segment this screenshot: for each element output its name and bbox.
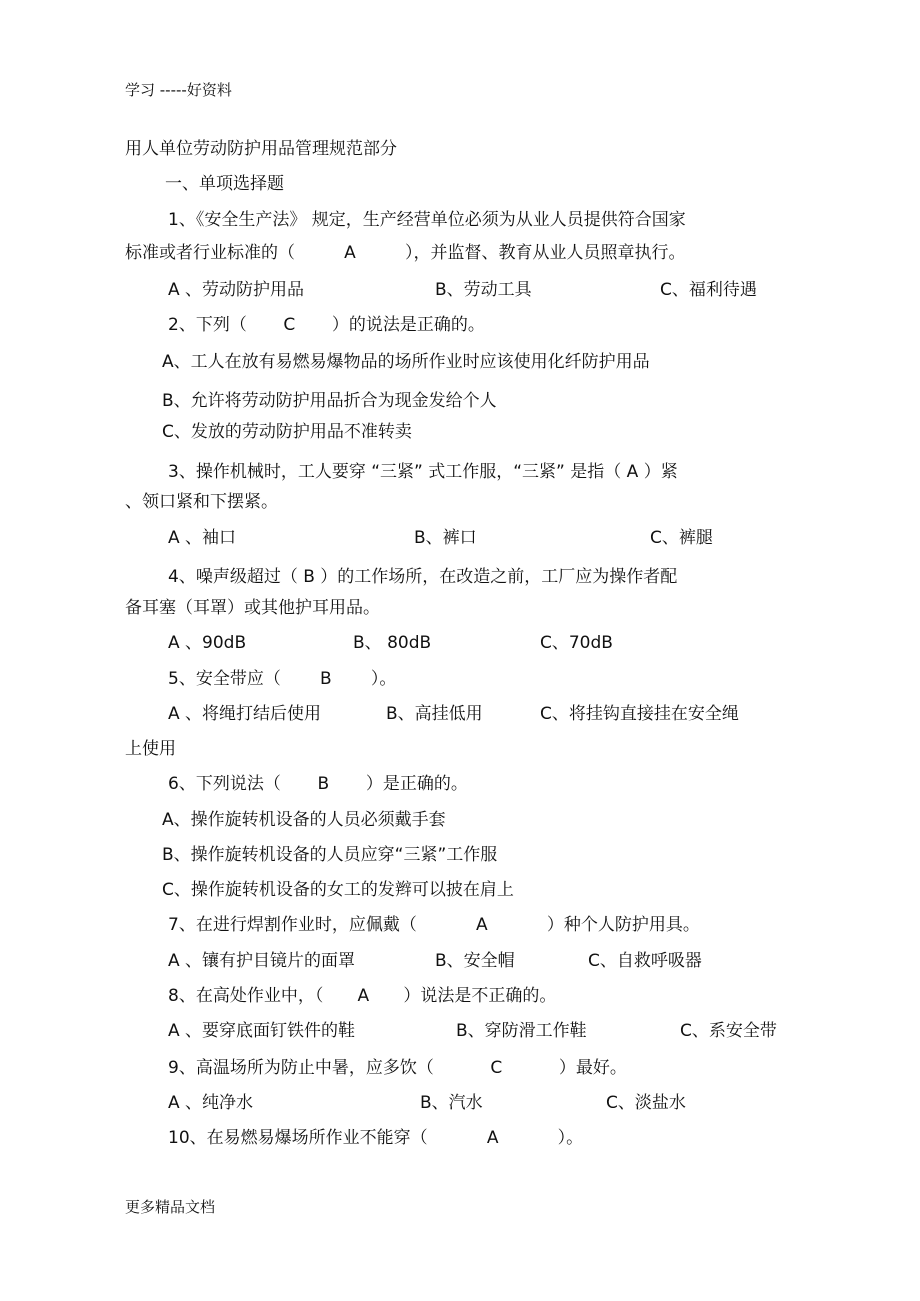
q2-answer: C bbox=[283, 315, 296, 335]
q7-stem bbox=[168, 914, 700, 936]
q8-stem-pre: 8、在高处作业中，（ bbox=[168, 986, 324, 1006]
doc-title: 用人单位劳动防护用品管理规范部分 bbox=[125, 139, 397, 159]
q8-stem-post: ）说法是不正确的。 bbox=[403, 986, 557, 1006]
q9-answer: C bbox=[490, 1058, 503, 1078]
q1-answer: A bbox=[344, 243, 356, 263]
q4-option-b: B、 80dB bbox=[353, 633, 432, 653]
q1-option-a: A 、劳动防护用品 bbox=[168, 280, 305, 300]
q5-stem-pre: 5、安全带应（ bbox=[168, 669, 281, 689]
q7-stem-pre: 7、在进行焊割作业时，应佩戴（ bbox=[168, 915, 417, 935]
q9-stem-post: ）最好。 bbox=[558, 1058, 627, 1078]
q10-stem bbox=[168, 1127, 583, 1149]
q3-option-a: A 、袖口 bbox=[168, 528, 237, 548]
q8-option-c: C、系安全带 bbox=[680, 1021, 777, 1041]
q6-stem bbox=[168, 773, 468, 795]
q4-option-c: C、70dB bbox=[540, 633, 613, 653]
page-header: 学习 -----好资料 bbox=[125, 81, 232, 99]
q8-option-a: A 、要穿底面钉铁件的鞋 bbox=[168, 1021, 356, 1041]
q4-option-a: A 、90dB bbox=[168, 633, 247, 653]
q2-option-b: B、允许将劳动防护用品折合为现金发给个人 bbox=[162, 391, 497, 411]
q5-option-a: A 、将绳打结后使用 bbox=[168, 704, 322, 724]
q3-line2: 、领口紧和下摆紧。 bbox=[125, 492, 278, 512]
q4-line2: 备耳塞（耳罩）或其他护耳用品。 bbox=[125, 598, 380, 618]
q5-option-b: B、高挂低用 bbox=[386, 704, 483, 724]
q5-answer: B bbox=[319, 669, 332, 689]
q7-stem-post: ）种个人防护用具。 bbox=[546, 915, 700, 935]
q2-option-a: A、工人在放有易燃易爆物品的场所作业时应该使用化纤防护用品 bbox=[162, 352, 650, 372]
q9-stem bbox=[168, 1057, 627, 1079]
q10-stem-post: ）。 bbox=[557, 1128, 584, 1148]
q3-line1: 3、操作机械时，工人要穿 “三紧” 式工作服，“三紧” 是指（ A ）紧 bbox=[168, 462, 678, 482]
q2-stem-post: ）的说法是正确的。 bbox=[331, 315, 485, 335]
q8-answer: A bbox=[357, 986, 370, 1006]
q3-option-c: C、裤腿 bbox=[650, 528, 713, 548]
q5-option-c-continued: 上使用 bbox=[125, 739, 176, 759]
q7-option-c: C、自救呼吸器 bbox=[588, 951, 702, 971]
q9-option-b: B、汽水 bbox=[420, 1093, 483, 1113]
q6-stem-post: ）是正确的。 bbox=[365, 774, 468, 794]
q1-stem-a: 标准或者行业标准的（ bbox=[125, 243, 295, 263]
q9-option-c: C、淡盐水 bbox=[606, 1093, 686, 1113]
q1-line2 bbox=[125, 242, 686, 264]
q7-option-b: B、安全帽 bbox=[435, 951, 515, 971]
q6-option-a: A、操作旋转机设备的人员必须戴手套 bbox=[162, 810, 446, 830]
q1-option-b: B、劳动工具 bbox=[435, 280, 532, 300]
q7-option-a: A 、镶有护目镜片的面罩 bbox=[168, 951, 356, 971]
q8-stem bbox=[168, 985, 556, 1007]
page-footer: 更多精品文档 bbox=[125, 1198, 216, 1216]
q6-option-c: C、操作旋转机设备的女工的发辫可以披在肩上 bbox=[162, 880, 514, 900]
q5-option-c: C、将挂钩直接挂在安全绳 bbox=[540, 704, 739, 724]
q6-answer: B bbox=[317, 774, 330, 794]
q7-answer: A bbox=[476, 915, 488, 935]
q2-option-c: C、发放的劳动防护用品不准转卖 bbox=[162, 422, 412, 442]
q8-option-b: B、穿防滑工作鞋 bbox=[456, 1021, 587, 1041]
q2-stem bbox=[168, 314, 485, 336]
q6-option-b: B、操作旋转机设备的人员应穿“三紧”工作服 bbox=[162, 845, 498, 865]
q1-stem-b: ），并监督、教育从业人员照章执行。 bbox=[405, 243, 686, 263]
q3-option-b: B、裤口 bbox=[414, 528, 477, 548]
q5-stem-post: ）。 bbox=[370, 669, 397, 689]
q9-stem-pre: 9、高温场所为防止中暑，应多饮（ bbox=[168, 1058, 434, 1078]
q10-answer: A bbox=[486, 1128, 499, 1148]
q6-stem-pre: 6、下列说法（ bbox=[168, 774, 281, 794]
q5-stem bbox=[168, 668, 396, 690]
q10-stem-pre: 10、在易燃易爆场所作业不能穿（ bbox=[168, 1128, 428, 1148]
q9-option-a: A 、纯净水 bbox=[168, 1093, 254, 1113]
section-heading: 一、单项选择题 bbox=[165, 174, 284, 194]
q1-option-c: C、福利待遇 bbox=[660, 280, 757, 300]
q1-line1: 1、《安全生产法》 规定，生产经营单位必须为从业人员提供符合国家 bbox=[168, 210, 686, 230]
q2-stem-pre: 2、下列（ bbox=[168, 315, 247, 335]
q4-line1: 4、噪声级超过（ B ）的工作场所，在改造之前，工厂应为操作者配 bbox=[168, 567, 678, 587]
